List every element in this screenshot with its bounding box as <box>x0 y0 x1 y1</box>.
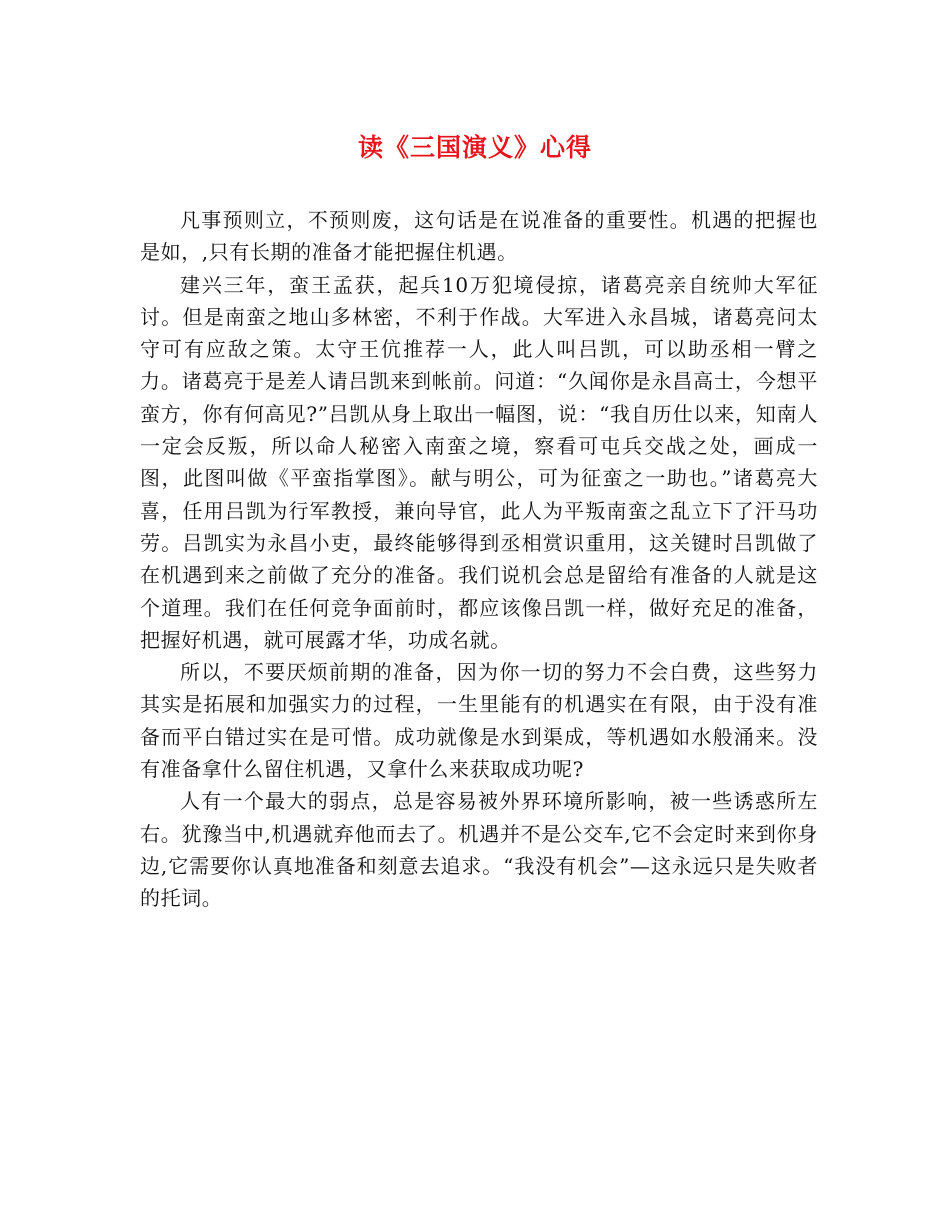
paragraph-4: 人有一个最大的弱点，总是容易被外界环境所影响，被一些诱惑所左右。犹豫当中,机遇就弃他而去了。机遇并不是公交车,它不会定时来到你身边,它需要你认真地准备和刻意去追求。“我没有机会”—这永远只是失败者的托词。 <box>140 789 818 911</box>
paragraph-1: 凡事预则立，不预则废，这句话是在说准备的重要性。机遇的把握也是如，,只有长期的准备才能把握住机遇。 <box>140 208 818 265</box>
document-body <box>140 204 818 915</box>
document-title: 读《三国演义》心得 <box>357 133 592 162</box>
paragraph-2: 建兴三年，蛮王孟获，起兵10万犯境侵掠，诸葛亮亲自统帅大军征讨。但是南蛮之地山多林密，不利于作战。大军进入永昌城，诸葛亮问太守可有应敌之策。太守王伉推荐一人，此人叫吕凯，可以助丞相一臂之力。诸葛亮于是差人请吕凯来到帐前。问道：“久闻你是永昌高士，今想平蛮方，你有何高见?”吕凯从身上取出一幅图，说：“我自历仕以来，知南人一定会反叛，所以命人秘密入南蛮之境，察看可屯兵交战之处，画成一图，此图叫做《平蛮指掌图》。献与明公，可为征蛮之一助也。”诸葛亮大喜，任用吕凯为行军教授，兼向导官，此人为平叛南蛮之乱立下了汗马功劳。吕凯实为永昌小吏，最终能够得到丞相赏识重用，这关键时吕凯做了在机遇到来之前做了充分的准备。我们说机会总是留给有准备的人就是这个道理。我们在任何竞争面前时，都应该像吕凯一样，做好充足的准备，把握好机遇，就可展露才华，功成名就。 <box>140 272 818 652</box>
paragraph-3: 所以，不要厌烦前期的准备，因为你一切的努力不会白费，这些努力其实是拓展和加强实力的过程，一生里能有的机遇实在有限，由于没有准备而平白错过实在是可惜。成功就像是水到渠成，等机遇如水般涌来。没有准备拿什么留住机遇，又拿什么来获取成功呢? <box>140 660 818 782</box>
